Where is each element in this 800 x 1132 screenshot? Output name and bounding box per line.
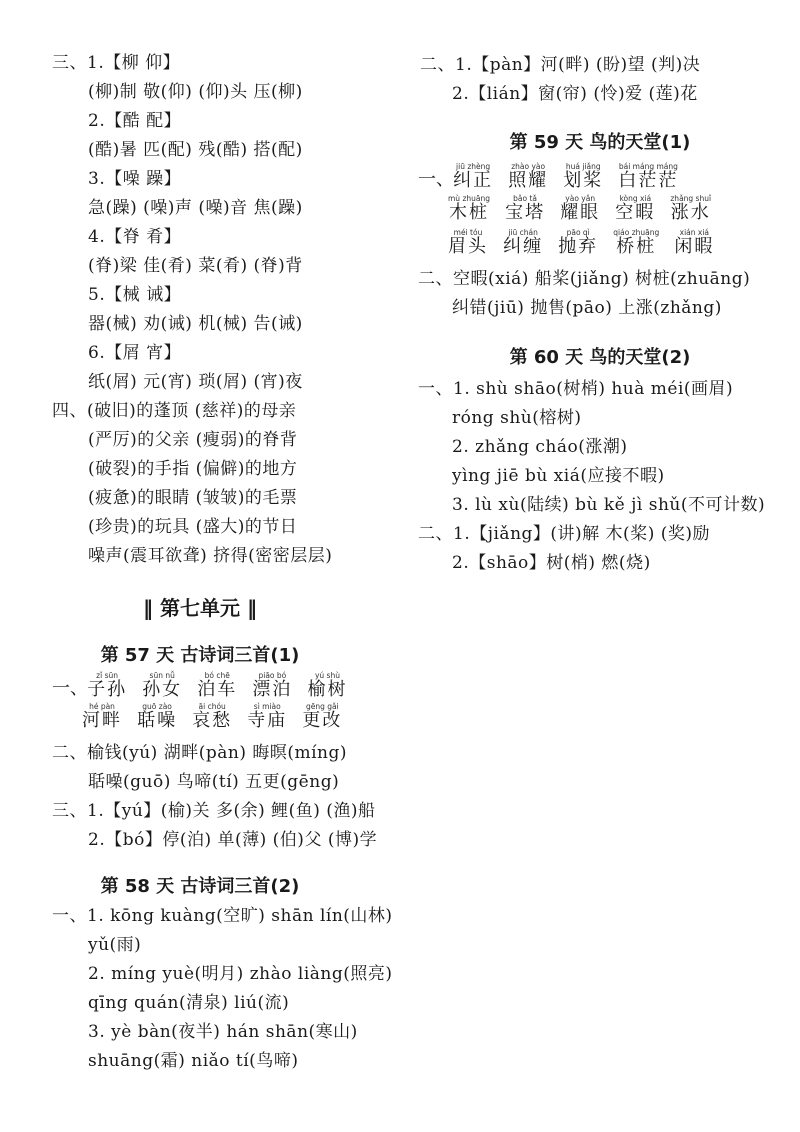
answer-line: 3. lù xù(陆续) bù kě jì shǔ(不可计数): [452, 495, 766, 515]
answer-line: 急(躁) (噪)声 (噪)音 焦(躁): [88, 198, 303, 218]
ruby-word: āi chóu 哀愁: [192, 702, 233, 731]
ruby-word: kòng xiá 空暇: [615, 194, 656, 223]
section-4-line: (严厉)的父亲 (瘦弱)的脊背: [88, 430, 298, 450]
answer-line: 一、1. shù shāo(树梢) huà méi(画眉): [418, 379, 734, 399]
answer-line: róng shù(榕树): [452, 408, 582, 428]
answer-line: yǔ(雨): [88, 935, 142, 955]
day-58-title: 第 58 天 古诗词三首(2): [100, 876, 300, 897]
ruby-word: mù zhuāng 木桩: [448, 194, 490, 223]
section-4-line: (珍贵)的玩具 (盛大)的节日: [88, 517, 298, 537]
answer-line: 2.【lián】窗(帘) (怜)爱 (莲)花: [452, 84, 698, 104]
answer-line: 5.【械 诫】: [88, 285, 182, 305]
ruby-word: jiū zhèng 纠正: [453, 162, 494, 191]
answer-line: 2.【bó】停(泊) 单(薄) (伯)父 (博)学: [88, 830, 378, 850]
ruby-word: sì miào 寺庙: [247, 702, 288, 731]
ruby-word: bǎo tǎ 宝塔: [505, 194, 546, 223]
answer-line: 2.【酷 配】: [88, 111, 182, 131]
pinyin-row: [448, 194, 721, 223]
day-60-title: 第 60 天 鸟的天堂(2): [509, 347, 691, 368]
answer-line: 三、1.【yú】(榆)关 多(余) 鲤(鱼) (渔)船: [52, 801, 376, 821]
answer-line: 4.【脊 肴】: [88, 227, 182, 247]
ruby-word: guō zào 聒噪: [137, 702, 178, 731]
answer-line: yìng jiē bù xiá(应接不暇): [452, 466, 665, 486]
answer-line: 一、1. kōng kuàng(空旷) shān lín(山林): [52, 906, 393, 926]
ruby-word: bó chē 泊车: [197, 671, 238, 700]
ruby-word: gēng gǎi 更改: [302, 702, 343, 731]
ruby-word: zhào yào 照耀: [508, 162, 549, 191]
section-3-heading: 三、1.【柳 仰】: [52, 53, 181, 73]
section-4-line: (破裂)的手指 (偏僻)的地方: [88, 459, 298, 479]
answer-line: (柳)制 敬(仰) (仰)头 压(柳): [88, 82, 303, 102]
ruby-word: hé pàn 河畔: [82, 702, 122, 731]
ruby-word: xián xiá 闲暇: [674, 228, 715, 257]
ruby-word: pāo qì 抛弃: [558, 228, 599, 257]
answer-line: 二、1.【jiǎng】(讲)解 木(桨) (奖)励: [418, 524, 710, 544]
pinyin-row: [418, 162, 688, 191]
answer-line: shuāng(霜) niǎo tí(鸟啼): [88, 1051, 299, 1071]
answer-line: 2. zhǎng cháo(涨潮): [452, 437, 628, 457]
section-4-line: 四、(破旧)的蓬顶 (慈祥)的母亲: [52, 401, 297, 421]
ruby-word: piāo bó 漂泊: [252, 671, 293, 700]
section-4-line: 噪声(震耳欲聋) 挤得(密密层层): [88, 546, 333, 566]
ruby-word: jiū chán 纠缠: [503, 228, 544, 257]
section-4-line: (疲惫)的眼睛 (皱皱)的毛票: [88, 488, 298, 508]
ruby-word: bái máng máng 白茫茫: [618, 162, 679, 191]
answer-line: 聒噪(guō) 鸟啼(tí) 五更(gēng): [88, 772, 340, 792]
answer-line: 6.【屑 宵】: [88, 343, 182, 363]
ruby-word: qiáo zhuāng 桥桩: [613, 228, 660, 257]
answer-line: 二、1.【pàn】河(畔) (盼)望 (判)决: [420, 55, 701, 75]
answer-line: 器(械) 劝(诫) 机(械) 告(诫): [88, 314, 303, 334]
answer-line: (脊)梁 佳(肴) 菜(肴) (脊)背: [88, 256, 303, 276]
answer-line: 纸(屑) 元(宵) 琐(屑) (宵)夜: [88, 372, 303, 392]
day-59-title: 第 59 天 鸟的天堂(1): [509, 132, 691, 153]
unit-title: ‖ 第七单元 ‖: [143, 596, 257, 620]
item-number: 一、: [418, 169, 454, 190]
pinyin-row: [82, 702, 352, 731]
answer-line: 3. yè bàn(夜半) hán shān(寒山): [88, 1022, 358, 1042]
answer-line: qīng quán(清泉) liú(流): [88, 993, 290, 1013]
answer-line: (酷)暑 匹(配) 残(酷) 搭(配): [88, 140, 303, 160]
day-57-title: 第 57 天 古诗词三首(1): [100, 645, 300, 666]
ruby-word: zǐ sūn 子孙: [87, 671, 128, 700]
answer-line: 2.【shāo】树(梢) 燃(烧): [452, 553, 651, 573]
answer-line: 二、榆钱(yú) 湖畔(pàn) 晦暝(míng): [52, 743, 348, 763]
ruby-word: yào yǎn 耀眼: [560, 194, 601, 223]
ruby-word: méi tóu 眉头: [448, 228, 488, 257]
item-number: 一、: [52, 678, 88, 699]
pinyin-row: [448, 228, 724, 257]
answer-line: 3.【噪 躁】: [88, 169, 182, 189]
ruby-word: zhǎng shuǐ 涨水: [670, 194, 712, 223]
answer-line: 纠错(jiū) 抛售(pāo) 上涨(zhǎng): [452, 298, 722, 318]
pinyin-row: [52, 671, 357, 700]
ruby-word: huá jiǎng 划桨: [563, 162, 604, 191]
answer-line: 二、空暇(xiá) 船桨(jiǎng) 树桩(zhuāng): [418, 269, 751, 289]
answer-line: 2. míng yuè(明月) zhào liàng(照亮): [88, 964, 393, 984]
ruby-word: yú shù 榆树: [307, 671, 348, 700]
ruby-word: sūn nǚ 孙女: [142, 671, 183, 700]
